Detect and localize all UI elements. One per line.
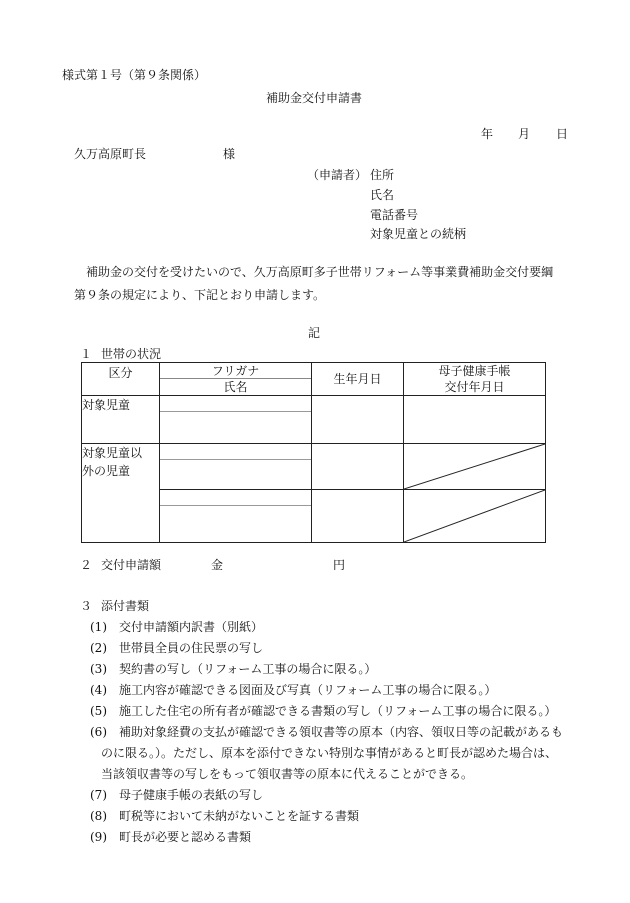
statement-line: 第９条の規定により、下記とおり申請します。 <box>74 288 326 302</box>
attachment-item: (2) 世帯員全員の住民票の写し <box>90 641 263 655</box>
attachment-item: (3) 契約書の写し（リフォーム工事の場合に限る。） <box>90 662 377 676</box>
header-name-cell <box>160 363 312 396</box>
row-other-children-label-line2: 外の児童 <box>82 464 131 478</box>
row-other-child1-techo-na <box>404 444 546 490</box>
section1-title: 世帯の状況 <box>101 347 162 361</box>
attachment-item: (9) 町長が必要と認める書類 <box>90 830 251 844</box>
attachment-item: (7) 母子健康手帳の表紙の写し <box>90 788 263 802</box>
ki-heading: 記 <box>308 326 321 340</box>
section2-kin: 金 <box>211 558 224 572</box>
row-other-child2-name[interactable] <box>160 490 312 543</box>
row-other-child2-birthdate[interactable] <box>312 490 404 543</box>
row-other-children-label <box>82 444 160 543</box>
attachment-item: (6) 補助対象経費の支払が確認できる領収書等の原本（内容、領収日等の記載があるも <box>90 725 564 739</box>
section2-yen: 円 <box>333 558 346 572</box>
statement-line: 補助金の交付を受けたいので、久万高原町多子世帯リフォーム等事業費補助金交付要綱 <box>86 265 554 279</box>
applicant-phone-label: 電話番号 <box>370 208 419 222</box>
date-day: 日 <box>556 127 569 141</box>
attachment-item: (4) 施工内容が確認できる図面及び写真（リフォーム工事の場合に限る。） <box>90 683 497 697</box>
header-furigana: フリガナ <box>211 364 260 378</box>
row-target-child-birthdate[interactable] <box>312 396 404 444</box>
name-entry[interactable] <box>160 505 311 542</box>
document-title: 補助金交付申請書 <box>266 91 363 105</box>
row-other-child1-birthdate[interactable] <box>312 444 404 490</box>
application-statement <box>74 261 574 307</box>
addressee-honorific: 様 <box>223 147 236 161</box>
section3-number: ３ <box>80 599 93 613</box>
row-other-children-label-line1: 対象児童以 <box>82 446 143 460</box>
date-month: 月 <box>518 127 531 141</box>
section1-number: １ <box>80 347 93 361</box>
attachment-item-continued: のに限る。）。ただし、原本を添付できない特別な事情があると町長が認めた場合は、 <box>101 746 558 760</box>
row-other-child1-name[interactable] <box>160 444 312 490</box>
section3-title: 添付書類 <box>101 599 150 613</box>
header-techo-line1: 母子健康手帳 <box>438 364 511 378</box>
attachment-item-continued: 当該領収書等の写しをもって領収書等の原本に代えることができる。 <box>101 767 474 781</box>
name-entry[interactable] <box>160 411 311 443</box>
furigana-entry[interactable] <box>160 490 311 505</box>
header-techo <box>404 363 546 396</box>
addressee-name: 久万高原町長 <box>74 147 147 161</box>
applicant-label: （申請者） <box>307 168 368 182</box>
furigana-entry[interactable] <box>160 444 311 459</box>
household-table <box>81 362 546 543</box>
row-target-child-techo-date[interactable] <box>404 396 546 444</box>
form-number: 様式第１号（第９条関係） <box>62 68 207 82</box>
diagonal-strike <box>404 490 545 542</box>
row-other-child2-techo-na <box>404 490 546 543</box>
applicant-address-label: 住所 <box>370 168 395 182</box>
date-year: 年 <box>481 127 494 141</box>
diagonal-strike <box>404 444 545 489</box>
header-techo-line2: 交付年月日 <box>444 380 505 394</box>
row-target-child-name[interactable] <box>160 396 312 444</box>
section2-title: 交付申請額 <box>101 558 162 572</box>
applicant-relationship-label: 対象児童との続柄 <box>370 227 467 241</box>
header-birthdate: 生年月日 <box>312 363 404 396</box>
furigana-entry[interactable] <box>160 396 311 411</box>
section2-number: ２ <box>80 558 93 572</box>
attachment-item: (5) 施工した住宅の所有者が確認できる書類の写し（リフォーム工事の場合に限る。） <box>90 704 557 718</box>
row-target-child-label: 対象児童 <box>82 396 160 444</box>
applicant-name-label: 氏名 <box>370 188 395 202</box>
attachment-item: (1) 交付申請額内訳書（別紙） <box>90 620 263 634</box>
header-shimei: 氏名 <box>160 378 311 395</box>
name-entry[interactable] <box>160 459 311 489</box>
header-kubun: 区分 <box>82 363 160 396</box>
attachment-item: (8) 町税等において未納がないことを証する書類 <box>90 809 359 823</box>
